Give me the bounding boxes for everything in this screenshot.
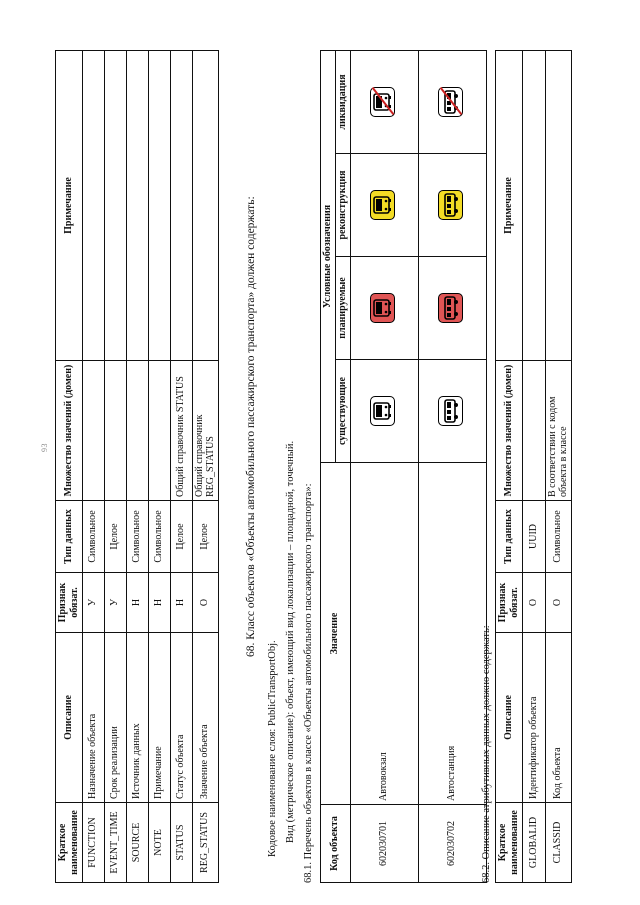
table-row	[350, 50, 418, 882]
geometry-text: Вид (метрическое описание): объект, имеющий вид локализации – площадной, точечный.	[285, 440, 296, 843]
cell-data-type: Символьное	[126, 501, 148, 573]
cell-data-type: Целое	[170, 501, 192, 573]
table-header-row	[56, 51, 83, 883]
col-note: Примечание	[56, 51, 83, 361]
cell-note	[170, 51, 192, 361]
cell-note	[545, 51, 572, 361]
cell-data-type: Символьное	[148, 501, 170, 573]
cell-description: Источник данных	[126, 633, 148, 803]
bus-side-icon	[438, 396, 463, 426]
cell-reconstruction	[418, 154, 486, 257]
cell-domain	[148, 361, 170, 501]
cell-required: О	[522, 573, 545, 633]
cell-domain: Общий справочник REG_STATUS	[192, 361, 219, 501]
col-existing: существующие	[335, 360, 350, 463]
col-data-type: Тип данных	[56, 501, 83, 573]
col-domain: Множество значений (домен)	[496, 361, 523, 501]
cell-data-type: Целое	[104, 501, 126, 573]
cell-liquidation	[350, 50, 418, 153]
cell-short-name: REG_STATUS	[192, 803, 219, 883]
col-required: Признак обязат.	[496, 573, 523, 633]
bus-icon	[370, 396, 395, 426]
cell-domain	[82, 361, 104, 501]
cell-description: Идентификатор объекта	[522, 633, 545, 803]
objects-table	[320, 50, 487, 883]
cell-required: О	[545, 573, 572, 633]
cell-liquidation	[418, 50, 486, 153]
cell-required: О	[192, 573, 219, 633]
cell-note	[104, 51, 126, 361]
page-number: 93	[40, 443, 49, 452]
table-header-row	[496, 51, 523, 883]
cell-description: Код объекта	[545, 633, 572, 803]
bus-side-icon	[438, 293, 463, 323]
cell-planned	[418, 257, 486, 360]
col-required: Признак обязат.	[56, 573, 83, 633]
cell-short-name: CLASSID	[545, 803, 572, 883]
cell-object-code: 602030702	[418, 805, 486, 883]
cell-required: У	[104, 573, 126, 633]
col-short-name: Краткое наименование	[496, 803, 523, 883]
object-list-caption: 68.1. Перечень объектов в классе «Объекты автомобильного пассажирского транспорта»:	[303, 483, 314, 883]
cell-object-code: 602030701	[350, 805, 418, 883]
cell-domain	[126, 361, 148, 501]
cell-existing	[350, 360, 418, 463]
cell-note	[148, 51, 170, 361]
cell-domain	[522, 361, 545, 501]
cell-description: Срок реализации	[104, 633, 126, 803]
table-row	[192, 51, 219, 883]
cell-required: Н	[170, 573, 192, 633]
cell-short-name: GLOBALID	[522, 803, 545, 883]
table-header-row	[321, 50, 336, 882]
table-row	[148, 51, 170, 883]
table-row	[522, 51, 545, 883]
cell-short-name: FUNCTION	[82, 803, 104, 883]
cell-planned	[350, 257, 418, 360]
col-data-type: Тип данных	[496, 501, 523, 573]
cell-domain: Общий справочник STATUS	[170, 361, 192, 501]
table-row	[104, 51, 126, 883]
col-legend: Условные обозначения	[321, 50, 336, 462]
table-row	[82, 51, 104, 883]
attribute-caption: 68.2. Описание атрибутивных данных должно содержать:	[481, 625, 492, 883]
cell-description: Значение объекта	[192, 633, 219, 803]
col-note: Примечание	[496, 51, 523, 361]
table-row	[170, 51, 192, 883]
bus-crossed-icon	[370, 87, 395, 117]
cell-note	[522, 51, 545, 361]
cell-data-type: UUID	[522, 501, 545, 573]
cell-reconstruction	[350, 154, 418, 257]
cell-short-name: STATUS	[170, 803, 192, 883]
cell-value: Автовокзал	[350, 463, 418, 805]
cell-description: Примечание	[148, 633, 170, 803]
cell-domain: В соответствии с кодом объекта в классе	[545, 361, 572, 501]
col-description: Описание	[496, 633, 523, 803]
cell-short-name: SOURCE	[126, 803, 148, 883]
cell-domain	[104, 361, 126, 501]
bus-side-crossed-icon	[438, 87, 463, 117]
cell-data-type: Символьное	[82, 501, 104, 573]
col-value: Значение	[321, 463, 351, 805]
table-row	[418, 50, 486, 882]
table-row	[545, 51, 572, 883]
col-reconstruction: реконструкция	[335, 154, 350, 257]
col-liquidation: ликвидация	[335, 50, 350, 153]
section-heading: 68. Класс объектов «Объекты автомобильного пассажирского транспорта» должен содержать:	[245, 196, 257, 657]
col-domain: Множество значений (домен)	[56, 361, 83, 501]
table-row	[126, 51, 148, 883]
cell-required: У	[82, 573, 104, 633]
cell-required: Н	[126, 573, 148, 633]
bus-icon	[370, 190, 395, 220]
col-object-code: Код объекта	[321, 805, 351, 883]
bus-side-icon	[438, 190, 463, 220]
cell-short-name: NOTE	[148, 803, 170, 883]
cell-value: Автостанция	[418, 463, 486, 805]
cell-note	[126, 51, 148, 361]
cell-existing	[418, 360, 486, 463]
col-planned: планируемые	[335, 257, 350, 360]
cell-note	[82, 51, 104, 361]
cell-note	[192, 51, 219, 361]
cell-short-name: EVENT_TIME	[104, 803, 126, 883]
cell-data-type: Символьное	[545, 501, 572, 573]
attributes-table-top	[55, 50, 219, 883]
cell-description: Статус объекта	[170, 633, 192, 803]
bus-icon	[370, 293, 395, 323]
attributes-table-bottom	[495, 50, 572, 883]
layer-code-text: Кодовое наименование слоя: PublicTransportObj.	[267, 640, 278, 857]
cell-description: Назначение объекта	[82, 633, 104, 803]
col-description: Описание	[56, 633, 83, 803]
cell-data-type: Целое	[192, 501, 219, 573]
col-short-name: Краткое наименование	[56, 803, 83, 883]
cell-required: Н	[148, 573, 170, 633]
rotated-page-content	[55, 51, 625, 883]
